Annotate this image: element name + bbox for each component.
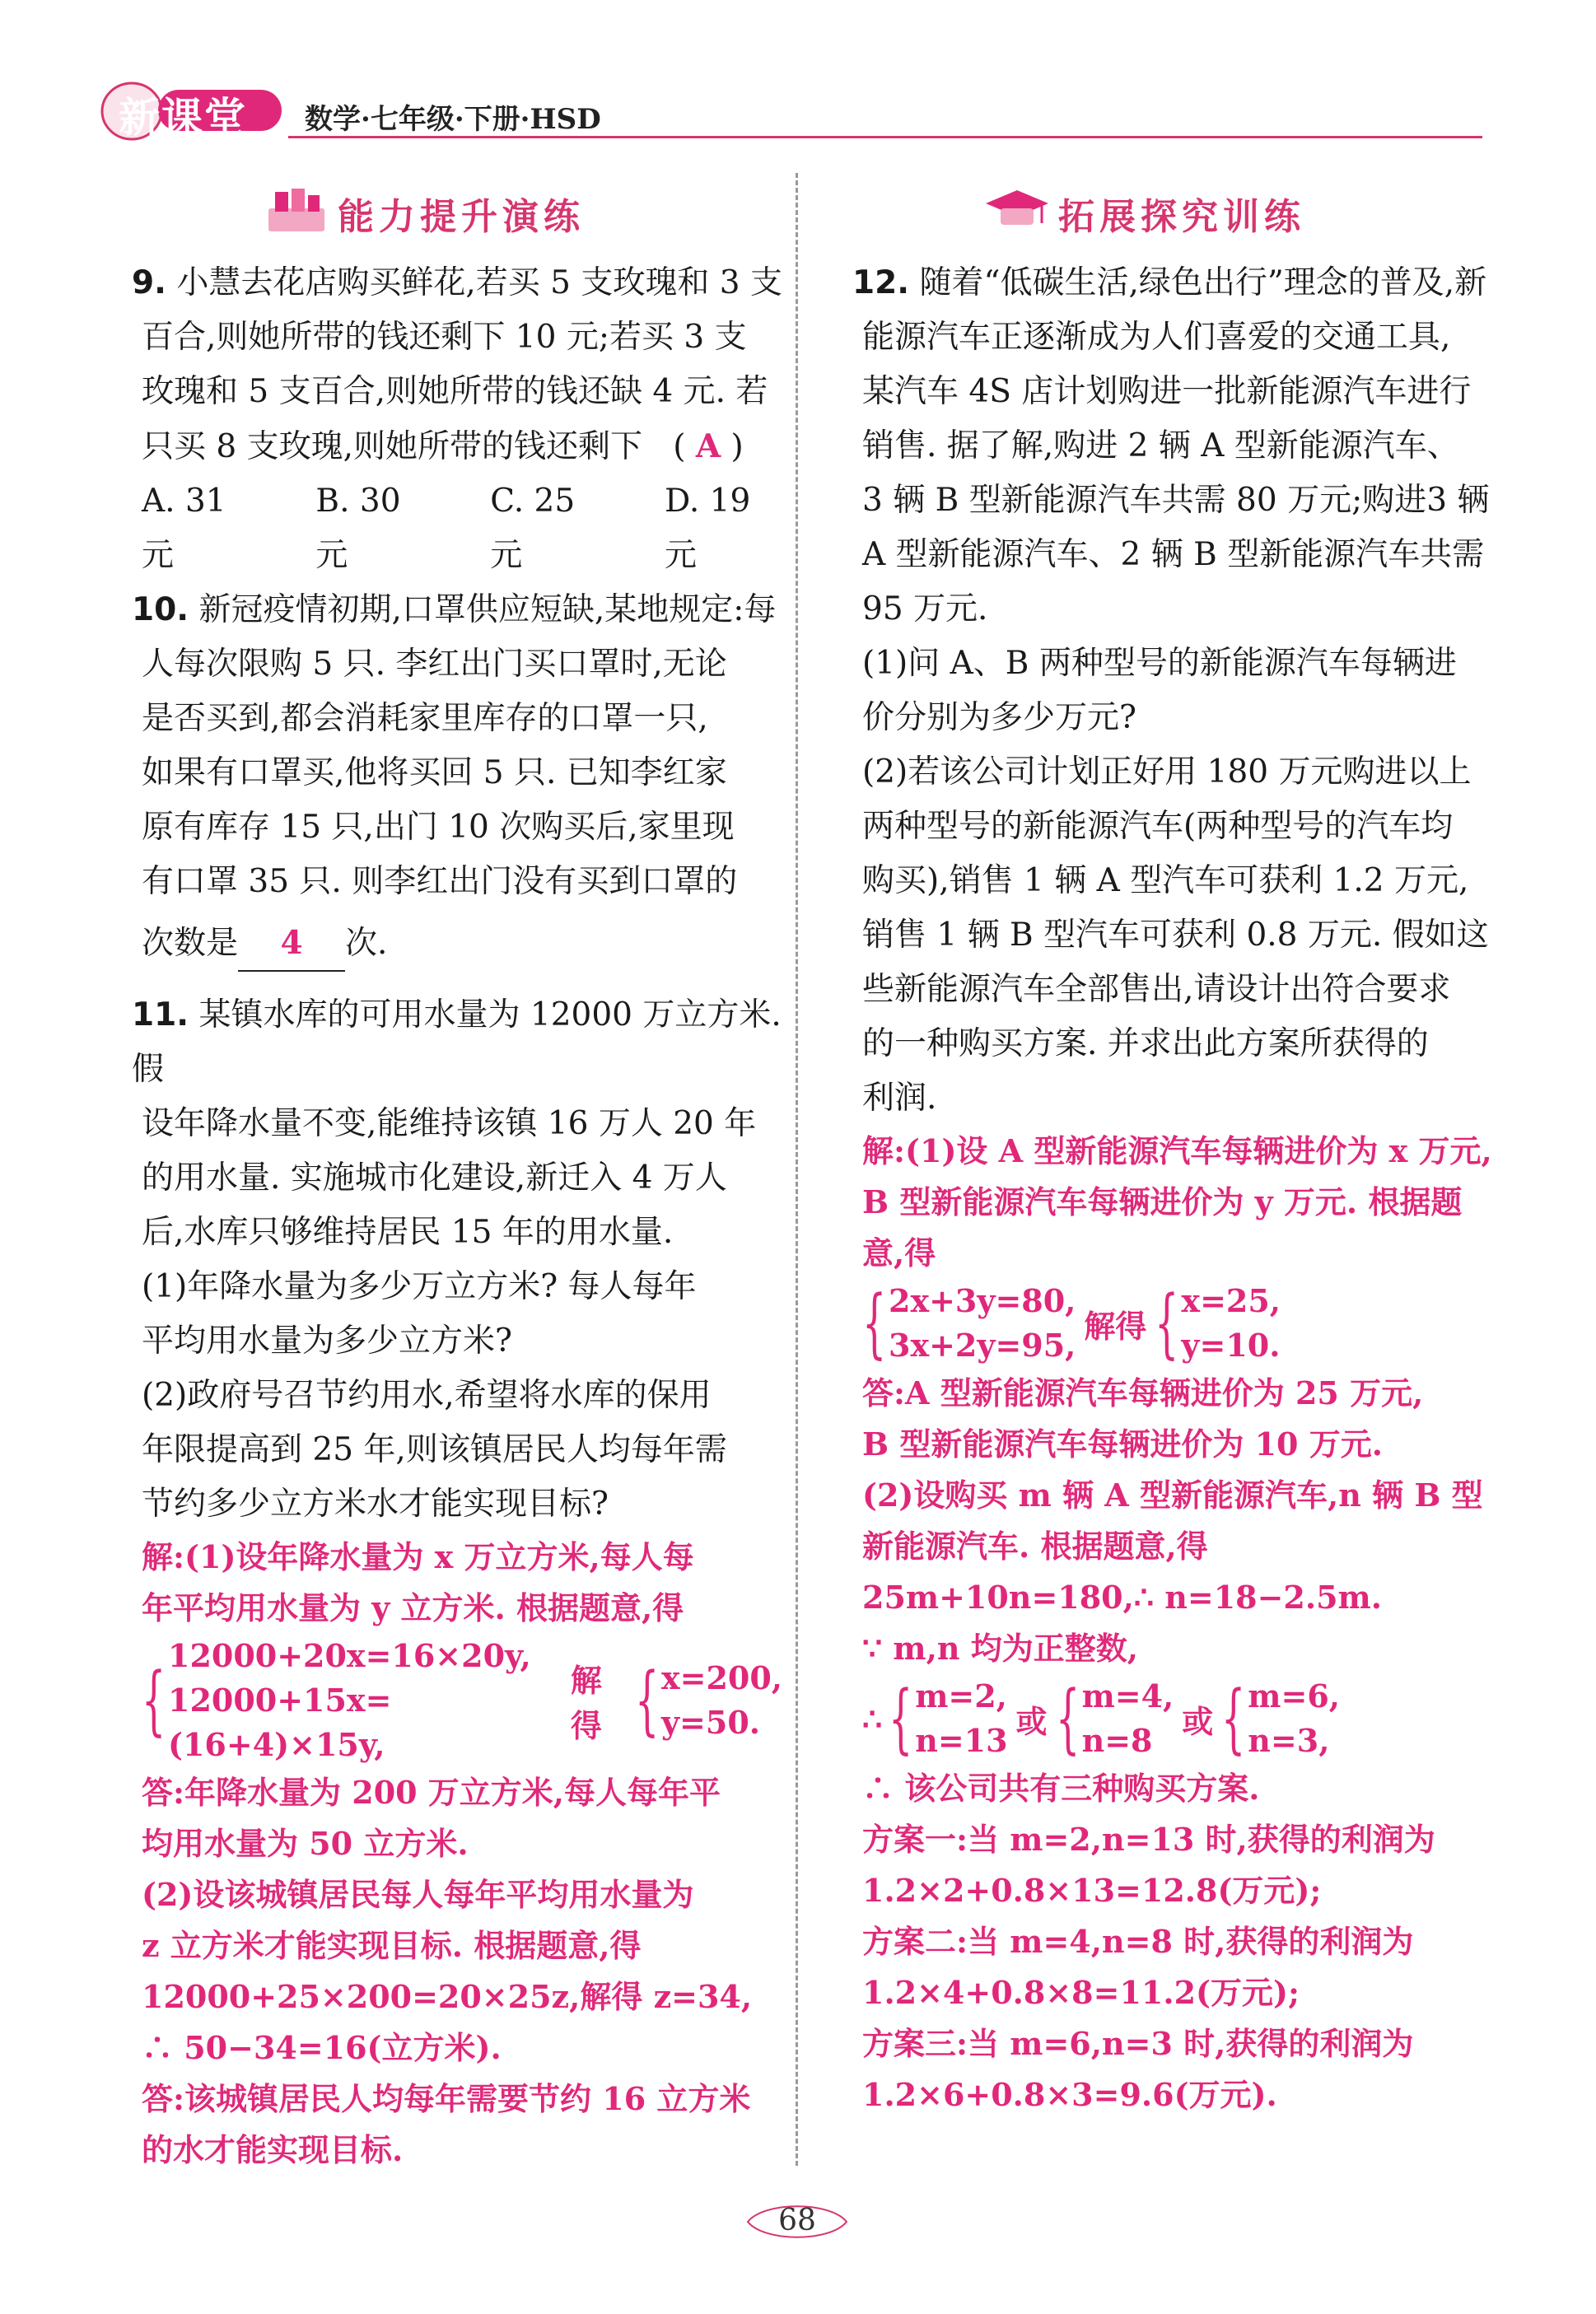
question-number: 9. (132, 264, 166, 301)
question-text: 些新能源汽车全部售出,请设计出符合要求 (862, 971, 1451, 1008)
page-header (99, 78, 1482, 144)
equation: n=3, (1248, 1722, 1330, 1759)
solution-line: 新能源汽车. 根据题意,得 (862, 1528, 1208, 1565)
equation: 2x+3y=80, (889, 1282, 1076, 1319)
logo-text: 新课堂 (119, 93, 247, 142)
question-text: 随着“低碳生活,绿色出行”理念的普及,新 (919, 264, 1487, 301)
solution-line: 答:A 型新能源汽车每辆进价为 25 万元, (862, 1374, 1424, 1411)
option-c: C. 25 元 (490, 483, 576, 574)
question-text: 次数是 (142, 925, 239, 962)
question-text: 人每次限购 5 只. 李红出门买口罩时,无论 (142, 646, 727, 683)
question-text: 某镇水库的可用水量为 12000 万立方米. 假 (132, 996, 782, 1088)
question-9: 9. 小慧去花店购买鲜花,若买 5 支玫瑰和 3 支 百合,则她所带的钱还剩下 10 元;若买 3 支 玫瑰和 5 支百合,则她所带的钱还缺 4 元. 若 只买 8 支玫瑰,则她所带的钱还剩下 ( A ) A. 31 元 B. 30 元 C. 25 元 D. 19 元 (132, 256, 782, 583)
question-text: 百合,则她所带的钱还剩下 10 元;若买 3 支 (142, 319, 747, 356)
solution-11 (132, 1532, 782, 2176)
solution-line: ∵ m,n 均为正整数, (862, 1630, 1138, 1667)
equation: 3x+2y=95, (889, 1327, 1076, 1364)
question-number: 10. (132, 591, 189, 628)
solution-line: 12000+25×200=20×25z,解得 z=34, (142, 1978, 753, 2015)
solution-line: 25m+10n=180,∴ n=18−2.5m. (862, 1579, 1382, 1616)
question-text: 次. (345, 925, 388, 962)
question-12 (852, 256, 1503, 2120)
question-text: 两种型号的新能源汽车(两种型号的汽车均 (862, 808, 1454, 845)
answer-blank: 4 (238, 916, 345, 972)
question-text: 有口罩 35 只. 则李红出门没有买到口罩的 (142, 863, 738, 900)
solution-12 (852, 1126, 1503, 2120)
solution-line: 答:年降水量为 200 万立方米,每人每年平 (142, 1774, 721, 1811)
question-text: 设年降水量不变,能维持该镇 16 万人 20 年 (142, 1105, 757, 1142)
section-title-label: 拓展探究训练 (1058, 196, 1305, 238)
section-title-label: 能力提升演练 (338, 196, 585, 238)
solution-line: 方案一:当 m=2,n=13 时,获得的利润为 (862, 1821, 1435, 1858)
question-number: 11. (132, 996, 189, 1033)
page-number-badge (731, 2197, 863, 2246)
equation: n=13 (915, 1722, 1008, 1759)
question-text: 只买 8 支玫瑰,则她所带的钱还剩下 (142, 428, 643, 465)
options-row (132, 474, 782, 583)
column-divider (796, 173, 798, 2166)
header-rule (288, 136, 1482, 138)
equation: x=25, (1181, 1282, 1281, 1319)
question-text: 销售 1 辆 B 型汽车可获利 0.8 万元. 假如这 (862, 917, 1489, 954)
solution-line: (2)设该城镇居民每人每年平均用水量为 (142, 1876, 694, 1913)
solve-label: 解得 (570, 1662, 602, 1744)
page-number: 68 (778, 2204, 816, 2237)
question-text: 节约多少立方米水才能实现目标? (142, 1486, 609, 1523)
option-b: B. 30 元 (315, 483, 401, 574)
question-10 (132, 583, 782, 972)
books-icon (264, 184, 329, 236)
question-text: 新冠疫情初期,口罩供应短缺,某地规定:每 (198, 591, 777, 628)
question-text: 后,水库只够维持居民 15 年的用水量. (142, 1214, 674, 1251)
solution-line: B 型新能源汽车每辆进价为 10 万元. (862, 1425, 1383, 1463)
therefore-symbol: ∴ (862, 1700, 883, 1738)
solution-line: 1.2×2+0.8×13=12.8(万元); (862, 1872, 1322, 1909)
solution-line: (2)设购买 m 辆 A 型新能源汽车,n 辆 B 型 (862, 1477, 1483, 1514)
solution-line: B 型新能源汽车每辆进价为 y 万元. 根据题 (862, 1183, 1463, 1220)
question-text: 销售. 据了解,购进 2 辆 A 型新能源汽车、 (862, 427, 1459, 464)
equation: y=50. (660, 1704, 760, 1741)
question-text: 3 辆 B 型新能源汽车共需 80 万元;购进3 辆 (862, 482, 1490, 519)
graduation-cap-icon (984, 184, 1050, 236)
solve-label: 解得 (1084, 1307, 1147, 1345)
question-text: 能源汽车正逐渐成为人们喜爱的交通工具, (862, 319, 1451, 356)
equation: y=10. (1181, 1327, 1281, 1364)
equation: 12000+15x=(16+4)×15y, (168, 1682, 392, 1763)
equation: m=2, (915, 1677, 1007, 1715)
question-text: (2)政府号召节约用水,希望将水库的保用 (142, 1377, 712, 1414)
solution-line: 解:(1)设 A 型新能源汽车每辆进价为 x 万元, (862, 1132, 1492, 1169)
question-text: (2)若该公司计划正好用 180 万元购进以上 (862, 753, 1472, 791)
question-text: 如果有口罩买,他将买回 5 只. 已知李红家 (142, 754, 727, 791)
question-text: 某汽车 4S 店计划购进一批新能源汽车进行 (862, 373, 1472, 410)
equation: n=8 (1081, 1722, 1153, 1759)
question-text: 原有库存 15 只,出门 10 次购买后,家里现 (142, 809, 735, 846)
question-text: 玫瑰和 5 支百合,则她所带的钱还缺 4 元. 若 (142, 373, 768, 410)
section-title-left (132, 177, 782, 243)
solution-line: 方案三:当 m=6,n=3 时,获得的利润为 (862, 2025, 1414, 2062)
solution-line: 答:该城镇居民人均每年需要节约 16 立方米 (142, 2080, 751, 2117)
question-number: 12. (852, 264, 910, 301)
solution-line: ∴ 该公司共有三种购买方案. (862, 1770, 1260, 1807)
equation: x=200, (660, 1659, 782, 1696)
question-text: 价分别为多少万元? (862, 699, 1136, 736)
question-text: A 型新能源汽车、2 辆 B 型新能源汽车共需 (862, 536, 1485, 573)
right-column (852, 177, 1503, 2120)
solution-line: z 立方米才能实现目标. 根据题意,得 (142, 1927, 642, 1964)
question-text: 小慧去花店购买鲜花,若买 5 支玫瑰和 3 支 (176, 264, 782, 301)
equation-system: { 2x+3y=80, 3x+2y=95, 解得 { x=25, y=10. (862, 1279, 1281, 1367)
question-text: 95 万元. (862, 590, 988, 627)
equation: 12000+20x=16×20y, (168, 1637, 531, 1674)
question-11 (132, 988, 782, 2176)
or-label: 或 (1015, 1702, 1048, 1740)
equation-system: { 12000+20x=16×20y, 12000+15x=(16+4)×15y, 解得 { x=200, y=50. (142, 1634, 782, 1767)
question-text: 的用水量. 实施城市化建设,新迁入 4 万人 (142, 1159, 727, 1197)
subject-title: 数学·七年级·下册·HSD (305, 103, 601, 136)
question-text: 年限提高到 25 年,则该镇居民人均每年需 (142, 1431, 727, 1468)
question-text: 利润. (862, 1080, 937, 1117)
solution-line: 意,得 (862, 1234, 936, 1271)
question-text: (1)问 A、B 两种型号的新能源汽车每辆进 (862, 645, 1457, 682)
solution-line: ∴ 50−34=16(立方米). (142, 2029, 502, 2066)
question-text: 的一种购买方案. 并求出此方案所获得的 (862, 1025, 1429, 1062)
question-text: 是否买到,都会消耗家里库存的口罩一只, (142, 700, 708, 737)
equation: m=4, (1081, 1677, 1174, 1715)
solution-line: 的水才能实现目标. (142, 2131, 404, 2168)
answer-choice: A (695, 427, 721, 465)
solution-line: 方案二:当 m=4,n=8 时,获得的利润为 (862, 1923, 1414, 1960)
option-a: A. 31 元 (142, 483, 226, 574)
question-text: 平均用水量为多少立方米? (142, 1323, 512, 1360)
solution-line: 均用水量为 50 立方米. (142, 1825, 469, 1862)
or-label: 或 (1182, 1702, 1214, 1740)
option-d: D. 19 元 (664, 483, 751, 574)
solution-line: 解:(1)设年降水量为 x 万立方米,每人每 (142, 1538, 694, 1575)
equation: m=6, (1248, 1677, 1341, 1715)
left-column (132, 177, 782, 2176)
solution-line: 年平均用水量为 y 立方米. 根据题意,得 (142, 1589, 684, 1626)
solution-line: 1.2×4+0.8×8=11.2(万元); (862, 1974, 1300, 2011)
case-system: ∴ { m=2, n=13 或 { m=4, n=8 或 { m=6, n=3, (862, 1674, 1341, 1762)
solution-line: 1.2×6+0.8×3=9.6(万元). (862, 2076, 1277, 2113)
question-text: (1)年降水量为多少万立方米? 每人每年 (142, 1268, 697, 1305)
question-text: 购买),销售 1 辆 A 型汽车可获利 1.2 万元, (862, 862, 1469, 899)
section-title-right (852, 177, 1503, 243)
